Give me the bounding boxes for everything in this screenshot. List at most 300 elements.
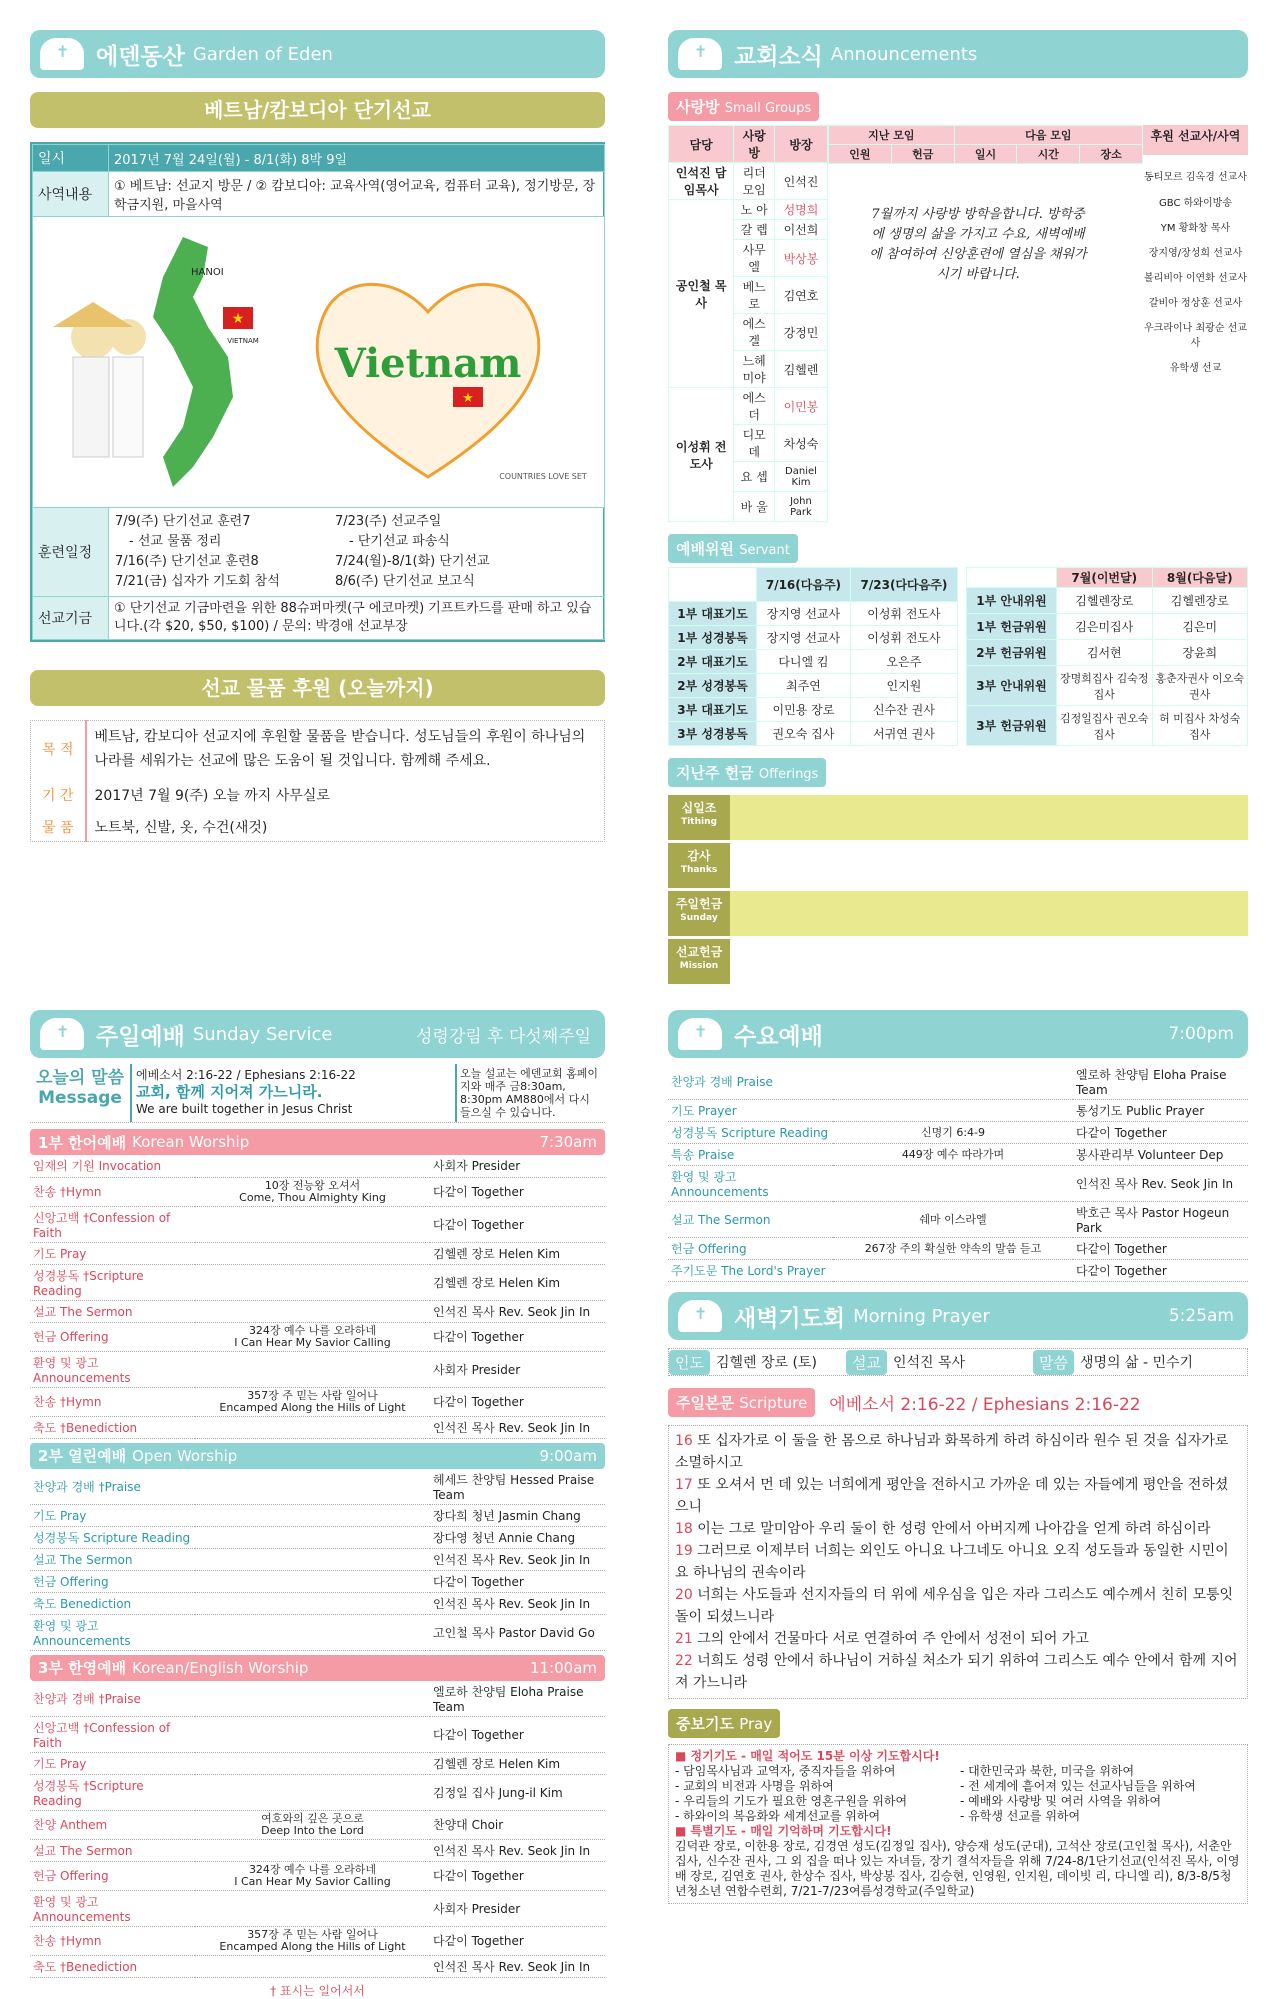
service-hymn	[195, 1839, 430, 1861]
service-person: 다같이 Together	[430, 1206, 605, 1242]
service-person: 사회자 Presider	[430, 1890, 605, 1926]
goods-period-label: 기 간	[31, 777, 86, 813]
service-hymn	[833, 1064, 1073, 1100]
off-kind: 선교헌금	[675, 945, 723, 959]
s3-time: 11:00am	[529, 1658, 597, 1677]
sg-head: 방장	[774, 126, 827, 163]
service-hymn: 324장 예수 나를 오라하네 I Can Hear My Savior Calling	[195, 1861, 430, 1890]
wed-time: 7:00pm	[1168, 1024, 1234, 1044]
svg-text:★: ★	[462, 391, 474, 406]
sv-person: 권오숙 집사	[757, 722, 851, 746]
sg-host: 강정민	[774, 314, 827, 351]
sv-person: 오은주	[850, 650, 957, 674]
dawn-sermon-label: 설교	[846, 1350, 887, 1375]
service-person: 김정일 집사 Jung-il Kim	[430, 1774, 605, 1810]
service-person: 김헬렌 장로 Helen Kim	[430, 1264, 605, 1300]
service-item: 특송 Praise	[668, 1144, 833, 1166]
service-row	[668, 1202, 1248, 1238]
service-row	[668, 1100, 1248, 1122]
map-credit: COUNTRIES LOVE SET	[499, 472, 587, 481]
date-label: 일시	[33, 145, 109, 172]
scr-ref: 에베소서 2:16-22 / Ephesians 2:16-22	[829, 1395, 1141, 1415]
pray-item: - 담임목사님과 교역자, 중직자들을 위하여	[675, 1764, 896, 1778]
off-kind: 십일조	[681, 801, 717, 815]
service-item: 설교 The Sermon	[30, 1548, 195, 1570]
verse-number: 17	[675, 1477, 698, 1493]
verse-number: 21	[675, 1631, 698, 1647]
sv-person: 김은미집사	[1057, 614, 1153, 640]
sg-eng: Small Groups	[724, 101, 812, 116]
vietnam-word: Vietnam	[334, 340, 522, 387]
off-value	[730, 795, 1248, 840]
sv-head	[967, 568, 1057, 588]
service-item: 찬양과 경배 †Praise	[30, 1681, 195, 1717]
sv-head: 8월(다음달)	[1152, 568, 1248, 588]
service-row	[30, 1242, 605, 1264]
off-eng: Offerings	[758, 767, 819, 782]
service-item: 찬송 †Hymn	[30, 1387, 195, 1416]
dawn-lead-label: 인도	[669, 1350, 710, 1375]
pray-item: - 대한민국과 북한, 미국을 위하여	[960, 1764, 1135, 1778]
service-hymn: 357장 주 믿는 사람 일어나 Encamped Along the Hills of Light	[195, 1926, 430, 1955]
service-item: 설교 The Sermon	[668, 1202, 833, 1238]
train-item: - 선교 물품 정리	[129, 534, 222, 549]
train-item: 7/23(주) 선교주일	[335, 514, 442, 529]
sv-person: 장윤희	[1152, 640, 1248, 666]
sv-head: 7/16(다음주)	[757, 568, 851, 602]
verse-text: 그러므로 이제부터 너희는 외인도 아니요 나그네도 아니요 오직 성도들과 동일한 시민이요 하나님의 권속이라	[675, 1543, 1229, 1581]
service-person: 다같이 Together	[1073, 1260, 1248, 1282]
service-person: 박호근 목사 Pastor Hogeun Park	[1073, 1202, 1248, 1238]
eden-section	[30, 30, 605, 842]
sg-leader: 이성휘 전도사	[669, 388, 734, 522]
sg-head: 지난 모임	[829, 126, 955, 145]
service-row	[30, 1752, 605, 1774]
service-person: 엘로하 찬양팀 Eloha Praise Team	[1073, 1064, 1248, 1100]
verse-number: 19	[675, 1543, 698, 1559]
service-item: 축도 Benediction	[30, 1592, 195, 1614]
verse-number: 20	[675, 1587, 698, 1603]
service-item: 찬양과 경배 Praise	[668, 1064, 833, 1100]
service-item: 신앙고백 †Confession of Faith	[30, 1206, 195, 1242]
service-person: 봉사관리부 Volunteer Dep	[1073, 1144, 1248, 1166]
goods-table	[30, 720, 605, 842]
service-person: 다같이 Together	[430, 1926, 605, 1955]
sv-person: 장명희집사 김숙정집사	[1057, 666, 1153, 706]
train-item: 7/16(주) 단기선교 훈련8	[115, 554, 259, 569]
service-person: 인석진 목사 Rev. Seok Jin In	[430, 1300, 605, 1322]
service-row	[668, 1260, 1248, 1282]
smallgroups-label	[668, 92, 819, 121]
off-kind-eng: Tithing	[681, 817, 717, 827]
verse	[675, 1628, 1241, 1650]
service-person: 인석진 목사 Rev. Seok Jin In	[430, 1548, 605, 1570]
off-kind-eng: Mission	[679, 961, 719, 971]
pray-title: 중보기도	[676, 1715, 734, 1733]
wed-header	[668, 1010, 1248, 1058]
service-hymn	[833, 1166, 1073, 1202]
standing-note: † 표시는 일어서서	[270, 1983, 365, 1998]
eden-eng: Garden of Eden	[192, 43, 333, 65]
service-hymn: 신명기 6:4-9	[833, 1122, 1073, 1144]
sv-role: 3부 안내위원	[967, 666, 1057, 706]
s1-title: 1부 한어예배	[38, 1133, 127, 1152]
service1-table	[30, 1155, 605, 1439]
pray-h2: ■ 특별기도 - 매일 기억하며 기도합시다!	[675, 1824, 892, 1838]
service-row	[30, 1155, 605, 1177]
sv-role: 1부 헌금위원	[967, 614, 1057, 640]
sv-person: 최주연	[757, 674, 851, 698]
sg-head: 담당	[669, 126, 734, 163]
sg-host: 이민봉	[774, 388, 827, 425]
s3-title: 3부 한영예배	[38, 1659, 127, 1677]
offerings-table	[668, 795, 1248, 984]
sv-person: 장지영 선교사	[757, 602, 851, 626]
service-person: 인석진 목사 Rev. Seok Jin In	[430, 1416, 605, 1438]
church-icon	[678, 1018, 722, 1050]
service-hymn	[195, 1242, 430, 1264]
service-row	[30, 1592, 605, 1614]
service-row	[30, 1469, 605, 1505]
service-hymn: 여호와의 깊은 곳으로 Deep Into the Lord	[195, 1810, 430, 1839]
sv-person: 김서현	[1057, 640, 1153, 666]
verse-text: 이는 그로 말미암아 우리 둘이 한 성령 안에서 아버지께 나아감을 얻게 하려 하심이라	[697, 1521, 1211, 1537]
verse-text: 너희는 사도들과 선지자들의 터 위에 세우심을 입은 자라 그리스도 예수께서 친히 모퉁잇돌이 되셨느니라	[675, 1587, 1234, 1625]
sg-mission: 볼리비아 이연화 선교사	[1144, 273, 1247, 284]
service-row	[30, 1570, 605, 1592]
sunday-header	[30, 1010, 605, 1058]
sg-group: 바 울	[734, 492, 775, 522]
sv-eng: Servant	[739, 543, 790, 558]
service-item: 기도 Pray	[30, 1504, 195, 1526]
service-hymn	[195, 1300, 430, 1322]
train-item: 8/6(주) 단기선교 보고식	[335, 574, 475, 589]
verse-text: 너희도 성령 안에서 하나님이 거하실 처소가 되기 위하여 그리스도 예수 안에서 함께 지어져 가느니라	[675, 1653, 1238, 1691]
sun-eng: Sunday Service	[192, 1023, 333, 1045]
sv-role: 1부 대표기도	[669, 602, 757, 626]
service-item: 신앙고백 †Confession of Faith	[30, 1716, 195, 1752]
msg-label: 오늘의 말씀	[35, 1068, 125, 1088]
pray-item: - 유학생 선교를 위하여	[960, 1809, 1081, 1823]
pray-item: - 우리들의 기도가 필요한 영혼구원을 위하여	[675, 1794, 908, 1808]
train-schedule	[115, 512, 598, 592]
service-hymn	[195, 1681, 430, 1717]
service-hymn	[833, 1260, 1073, 1282]
sg-leader: 인석진 담임목사	[669, 163, 734, 200]
service-row	[30, 1322, 605, 1351]
goods-purpose: 베트남, 캄보디아 선교지에 후원할 물품을 받습니다. 성도님들의 후원이 하나님의 나라를 세워가는 선교에 많은 도움이 될 것입니다. 함께해 주세요.	[94, 729, 586, 769]
wed-table	[668, 1064, 1248, 1282]
sv-head: 7/23(다다음주)	[850, 568, 957, 602]
service-person: 통성기도 Public Prayer	[1073, 1100, 1248, 1122]
service-hymn: 324장 예수 나를 오라하네 I Can Hear My Savior Calling	[195, 1322, 430, 1351]
service-person: 찬양대 Choir	[430, 1810, 605, 1839]
verse	[675, 1518, 1241, 1540]
service-person: 김헬렌 장로 Helen Kim	[430, 1752, 605, 1774]
service-hymn	[195, 1716, 430, 1752]
wednesday-section	[668, 1010, 1248, 1904]
pray-item: - 예배와 사랑방 및 여러 사역을 위하여	[960, 1794, 1162, 1808]
service-hymn	[195, 1469, 430, 1505]
scripture-verses	[668, 1425, 1248, 1699]
sun-title: 주일예배	[96, 1023, 185, 1050]
map-vietnam-label: VIETNAM	[227, 337, 259, 345]
work-label: 사역내용	[33, 172, 109, 217]
service-person: 다같이 Together	[430, 1387, 605, 1416]
service-person: 고인철 목사 Pastor David Go	[430, 1614, 605, 1650]
msg-title: 교회, 함께 지어져 가느니라.	[136, 1083, 323, 1101]
pray-special: 김덕관 장로, 이한용 장로, 김경연 성도(김정일 집사), 양승재 성도(군대), 고석산 장로(고인철 목사), 서춘안 집사, 신수잔 권사, 그 외 집을 떠나 있는 자녀들, 장기 결석자들을 위해 7/24-8/1단기선교(인석진 목사, 이영배 장로, 김연호 권사, 한상수 집사, 박상봉 집사, 김승현, 인영원, 인지원, 데이빗 리, 다니엘 리), 8/3-8/5청년청소년 연합수련회, 7/21-7/23여름성경학교(주일학교)	[675, 1839, 1240, 1898]
s2-title: 2부 열린예배	[38, 1447, 127, 1465]
sg-head: 후원 선교사/사역	[1143, 125, 1248, 155]
mission-table	[30, 142, 605, 642]
sv-person: 이성휘 전도사	[850, 626, 957, 650]
dawn-time: 5:25am	[1168, 1306, 1234, 1326]
verse-number: 16	[675, 1433, 698, 1449]
sv-person: 김헬렌장로	[1152, 588, 1248, 614]
service-person: 다같이 Together	[430, 1716, 605, 1752]
sg-host: John Park	[774, 492, 827, 522]
service-hymn	[195, 1416, 430, 1438]
sun-sub: 성령강림 후 다섯째주일	[415, 1026, 591, 1047]
service-item: 기도 Pray	[30, 1242, 195, 1264]
service-row	[30, 1504, 605, 1526]
s2-time: 9:00am	[539, 1446, 597, 1465]
service-hymn	[195, 1890, 430, 1926]
service-item: 임재의 기원 Invocation	[30, 1155, 195, 1177]
service-person: 인석진 목사 Rev. Seok Jin In	[430, 1839, 605, 1861]
date-value: 2017년 7월 24일(월) - 8/1(화) 8박 9일	[109, 145, 605, 172]
service-person: 헤세드 찬양팀 Hessed Praise Team	[430, 1469, 605, 1505]
goods-items-label: 물 품	[31, 813, 86, 842]
service-hymn	[833, 1100, 1073, 1122]
verse	[675, 1540, 1241, 1584]
sg-host: 이선희	[774, 220, 827, 240]
sv-person: 서귀연 권사	[850, 722, 957, 746]
dawn-sermon: 인석진 목사	[892, 1355, 966, 1371]
sv-person: 홍춘자권사 이오숙권사	[1152, 666, 1248, 706]
pray-h1: ■ 정기기도 - 매일 적어도 15분 이상 기도합시다!	[675, 1749, 940, 1763]
s1-time: 7:30am	[539, 1133, 597, 1151]
service-row	[30, 1526, 605, 1548]
goods-purpose-label: 목 적	[31, 721, 86, 778]
verse-text: 그의 안에서 건물마다 서로 연결하여 주 안에서 성전이 되어 가고	[697, 1631, 1089, 1647]
service-item: 찬양과 경배 †Praise	[30, 1469, 195, 1505]
sg-group: 갈 렙	[734, 220, 775, 240]
sv-role: 3부 헌금위원	[967, 706, 1057, 746]
vietnam-image	[33, 217, 604, 507]
sunday-section	[30, 1010, 605, 1999]
sg-head: 다음 모임	[954, 126, 1142, 145]
scripture-header	[668, 1388, 1248, 1417]
service-hymn	[195, 1614, 430, 1650]
train-label: 훈련일정	[33, 508, 109, 597]
sg-host: 김연호	[774, 277, 827, 314]
service-row	[30, 1810, 605, 1839]
service-row	[30, 1548, 605, 1570]
work-value: ① 베트남: 선교지 방문 / ② 캄보디아: 교육사역(영어교육, 컴퓨터 교육), 정기방문, 장학금지원, 마을사역	[109, 172, 605, 217]
sg-group: 사무엘	[734, 240, 775, 277]
service-person: 김헬렌 장로 Helen Kim	[430, 1242, 605, 1264]
sv-role: 2부 성경봉독	[669, 674, 757, 698]
sv-role: 1부 안내위원	[967, 588, 1057, 614]
fund-value: ① 단기선교 기금마련을 위한 88슈퍼마켓(구 에코마켓) 기프트카드를 판매 하고 있습니다.(각 $20, $50, $100) / 문의: 박경애 선교부장	[109, 597, 605, 640]
service-item: 찬송 †Hymn	[30, 1926, 195, 1955]
service-hymn	[195, 1155, 430, 1177]
sg-mission: YM 황화창 목사	[1160, 223, 1231, 234]
pray-item: - 하와이의 복음화와 세계선교를 위하여	[675, 1809, 881, 1823]
sg-host: 차성숙	[774, 425, 827, 462]
sg-host: 성명희	[774, 200, 827, 220]
service-hymn	[195, 1264, 430, 1300]
service-item: 설교 The Sermon	[30, 1300, 195, 1322]
off-value	[730, 939, 1248, 984]
pray-label	[668, 1709, 780, 1738]
sg-group: 디모데	[734, 425, 775, 462]
off-kind-eng: Sunday	[680, 913, 718, 923]
goods-items: 노트북, 신발, 옷, 수건(새것)	[94, 820, 268, 836]
service-item: 기도 Pray	[30, 1752, 195, 1774]
service-row	[30, 1206, 605, 1242]
ann-title: 교회소식	[734, 43, 823, 70]
service-item: 찬양 Anthem	[30, 1810, 195, 1839]
sv-person: 김은미	[1152, 614, 1248, 640]
sg-head: 사랑방	[734, 126, 775, 163]
service-hymn	[195, 1206, 430, 1242]
service-hymn	[195, 1548, 430, 1570]
service-item: 환영 및 광고 Announcements	[30, 1614, 195, 1650]
verse	[675, 1584, 1241, 1628]
sg-sub: 헌금	[891, 145, 954, 164]
sg-mission: 동티모르 김옥경 선교사	[1144, 172, 1247, 183]
service-item: 성경봉독 †Scripture Reading	[30, 1774, 195, 1810]
s1-eng: Korean Worship	[132, 1133, 250, 1151]
service-row	[30, 1300, 605, 1322]
pray-item: - 전 세계에 흩어져 있는 선교사님들을 위하여	[960, 1779, 1196, 1793]
verse-text: 또 오셔서 먼 데 있는 너희에게 평안을 전하시고 가까운 데 있는 자들에게 평안을 전하셨으니	[675, 1477, 1229, 1515]
sg-mission: 유학생 선교	[1169, 363, 1222, 374]
service2-table	[30, 1469, 605, 1651]
wed-title: 수요예배	[734, 1023, 823, 1050]
sg-sub: 시간	[1017, 145, 1080, 164]
sv-head	[669, 568, 757, 602]
service-item: 헌금 Offering	[30, 1322, 195, 1351]
service-item: 축도 †Benediction	[30, 1955, 195, 1977]
service-person: 인석진 목사 Rev. Seok Jin In	[430, 1592, 605, 1614]
service-row	[30, 1890, 605, 1926]
msg-eng: Message	[38, 1088, 122, 1108]
service2-bar	[30, 1443, 605, 1469]
sv-person: 김정일집사 권오숙집사	[1057, 706, 1153, 746]
sg-host: 박상봉	[774, 240, 827, 277]
service-person: 사회자 Presider	[430, 1351, 605, 1387]
service-row	[30, 1264, 605, 1300]
service-person: 다같이 Together	[1073, 1238, 1248, 1260]
sg-group: 리더모임	[734, 163, 775, 200]
sv-role: 2부 헌금위원	[967, 640, 1057, 666]
dawn-info	[668, 1348, 1248, 1376]
dawn-word-label: 말씀	[1033, 1350, 1074, 1375]
ann-eng: Announcements	[830, 43, 978, 65]
service-item: 성경봉독 Scripture Reading	[668, 1122, 833, 1144]
sv-title: 예배위원	[676, 540, 734, 558]
goods-period: 2017년 7월 9(주) 오늘 까지 사무실로	[94, 788, 330, 804]
servant-label	[668, 534, 798, 563]
sg-group: 느헤미야	[734, 351, 775, 388]
service-row	[30, 1716, 605, 1752]
service-row	[30, 1774, 605, 1810]
sv-role: 3부 대표기도	[669, 698, 757, 722]
service-hymn	[195, 1570, 430, 1592]
sv-person: 장지영 선교사	[757, 626, 851, 650]
smallgroups-table	[668, 125, 1248, 522]
train-item: 7/21(금) 십자가 기도회 참석	[115, 574, 280, 589]
service-person: 인석진 목사 Rev. Seok Jin In	[430, 1955, 605, 1977]
church-icon	[678, 1300, 722, 1332]
service-item: 성경봉독 †Scripture Reading	[30, 1264, 195, 1300]
service3-bar	[30, 1655, 605, 1681]
service-hymn	[195, 1955, 430, 1977]
service-item: 헌금 Offering	[30, 1570, 195, 1592]
service-item: 주기도문 The Lord's Prayer	[668, 1260, 833, 1282]
message-box	[30, 1064, 605, 1123]
sv-role: 3부 성경봉독	[669, 722, 757, 746]
train-item: 7/24(월)-8/1(화) 단기선교	[335, 554, 490, 569]
service-person: 사회자 Presider	[430, 1155, 605, 1177]
service-row	[668, 1064, 1248, 1100]
service-hymn: 267장 주의 확실한 약속의 말씀 듣고	[833, 1238, 1073, 1260]
sg-group: 노 아	[734, 200, 775, 220]
church-icon	[678, 38, 722, 70]
sg-sub: 인원	[829, 145, 892, 164]
off-value	[730, 891, 1248, 936]
dawn-word: 생명의 삶 - 민수기	[1079, 1355, 1194, 1371]
s3-eng: Korean/English Worship	[132, 1658, 309, 1677]
sv-person: 허 미집사 차성숙집사	[1152, 706, 1248, 746]
sg-host: 김헬렌	[774, 351, 827, 388]
service-person: 다같이 Together	[430, 1177, 605, 1206]
service-row	[668, 1144, 1248, 1166]
service-person: 장다희 청년 Jasmin Chang	[430, 1504, 605, 1526]
service-item: 기도 Prayer	[668, 1100, 833, 1122]
service-hymn	[195, 1526, 430, 1548]
service-row	[30, 1177, 605, 1206]
service-person: 엘로하 찬양팀 Eloha Praise Team	[430, 1681, 605, 1717]
sv-person: 김헬렌장로	[1057, 588, 1153, 614]
off-kind: 주일헌금	[675, 897, 723, 911]
sv-person: 다니엘 킴	[757, 650, 851, 674]
sg-mission: GBC 하와이방송	[1159, 198, 1232, 209]
service-row	[668, 1166, 1248, 1202]
offerings-label	[668, 758, 826, 787]
service-row	[30, 1839, 605, 1861]
sv-person: 이민용 장로	[757, 698, 851, 722]
svg-text:★: ★	[231, 311, 245, 327]
service-item: 축도 †Benediction	[30, 1416, 195, 1438]
service-item: 찬송 †Hymn	[30, 1177, 195, 1206]
eden-header	[30, 30, 605, 78]
scr-eng: Scripture	[739, 1394, 808, 1412]
pray-eng: Pray	[739, 1715, 773, 1733]
service-hymn	[195, 1592, 430, 1614]
sg-host: Daniel Kim	[774, 462, 827, 492]
sg-sub: 일시	[954, 145, 1017, 164]
service-person: 장다영 청년 Annie Chang	[430, 1526, 605, 1548]
sg-leader: 공인철 목 사	[669, 200, 734, 388]
announcements-section	[668, 30, 1248, 984]
mission-title: 베트남/캄보디아 단기선교	[30, 92, 605, 128]
sv-person: 이성휘 전도사	[850, 602, 957, 626]
